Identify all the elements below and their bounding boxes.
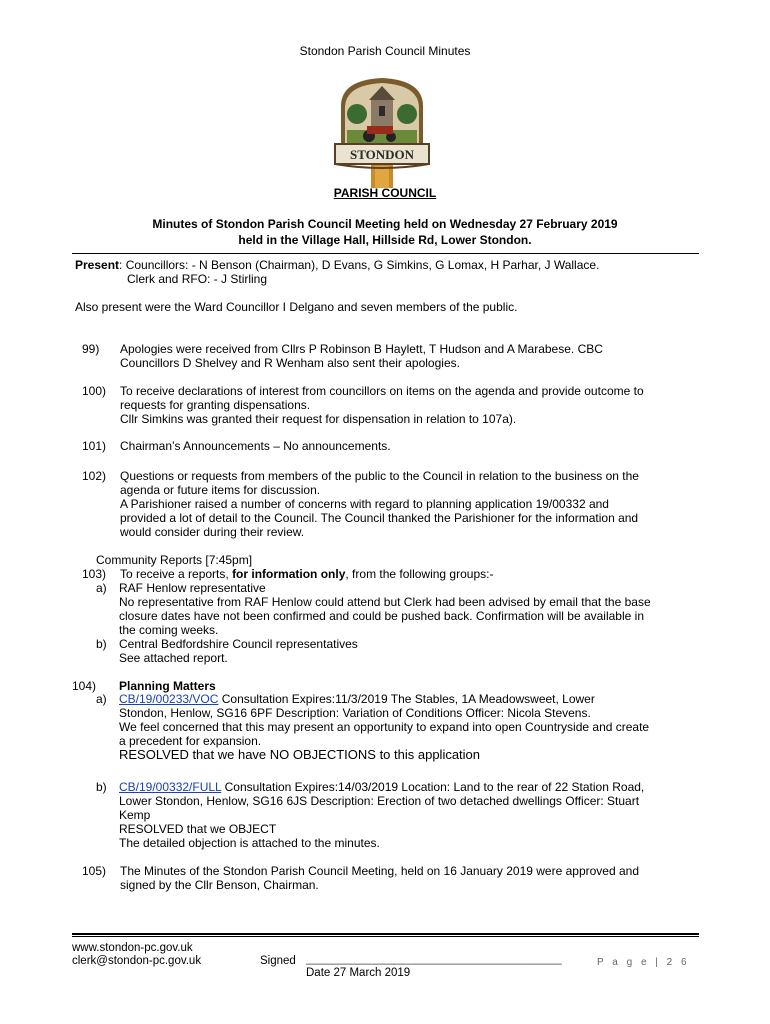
item-body: CB/19/00332/FULL Consultation Expires:14/03/2019 Location: Land to the rear of 22 Station Road, Lower Stondon, Henlow, SG16 6JS Description: Erection of two detached dwellings Officer: Stuart Kemp RESOLVED that we OBJECT The detailed objection is attached to the minutes. — [119, 780, 699, 850]
item-body: To receive declarations of interest from councillors on items on the agenda and provide outcome to requests for granting dispensations. Cllr Simkins was granted their request for dispensation in relation to 107a). — [120, 384, 644, 426]
item-letter: a) — [96, 692, 107, 706]
item-letter: a) — [96, 581, 107, 595]
present-label: Present — [75, 258, 120, 272]
item-number-104: 104) — [72, 679, 97, 693]
minute-item-103b — [96, 637, 706, 667]
parish-logo — [331, 76, 433, 188]
item-body: To receive a reports, for information only, from the following groups:- — [120, 567, 494, 581]
meeting-title-line1: Minutes of Stondon Parish Council Meeting held on Wednesday 27 February 2019 — [152, 217, 618, 231]
item-letter: b) — [96, 637, 107, 651]
footer-divider-thin — [72, 936, 699, 937]
present-section — [75, 258, 715, 286]
title-divider — [72, 253, 699, 254]
minute-item-104b — [96, 780, 706, 852]
minute-item-102 — [82, 469, 702, 541]
minute-item-101 — [82, 439, 702, 455]
minute-item-104a — [96, 692, 706, 768]
minute-item-103a — [96, 581, 706, 639]
footer-divider — [72, 933, 699, 935]
item-body: CB/19/00233/VOC Consultation Expires:11/3/2019 The Stables, 1A Meadowsweet, Lower Stondon, Henlow, SG16 6PF Description: Variation of Conditions Officer: Nicola Stevens. We feel concerned that this may present an opportunity to expand into open Countryside and create a precedent for expansion. RESOLVED that we have NO OBJECTIONS to this application — [119, 692, 699, 762]
signature-line: ________________________________________ — [306, 953, 562, 965]
planning-link-cb-19-00233-voc[interactable]: CB/19/00233/VOC — [119, 692, 219, 706]
logo-graphic — [331, 76, 433, 188]
page-number: P a g e | 2 6 — [597, 957, 690, 968]
item-body: Chairman’s Announcements – No announcements. — [120, 439, 391, 453]
present-councillors: Present: Councillors: - N Benson (Chairman), D Evans, G Simkins, G Lomax, H Parhar, J Wallace. — [75, 258, 600, 272]
item-body: The Minutes of the Stondon Parish Council Meeting, held on 16 January 2019 were approved and signed by the Cllr Benson, Chairman. — [120, 864, 639, 892]
present-clerk: Clerk and RFO: - J Stirling — [127, 272, 268, 286]
also-present: Also present were the Ward Councillor I Delgano and seven members of the public. — [75, 300, 518, 314]
meeting-title — [0, 216, 770, 248]
item-body: Questions or requests from members of the public to the Council in relation to the business on the agenda or future items for discussion. A Parishioner raised a number of concerns with regard to planning application 19/00332 and provided a lot of detail to the Council. The Council thanked the Parishioner for the information and would consider during their review. — [120, 469, 639, 539]
resolution-text: RESOLVED that we OBJECT — [119, 822, 277, 836]
item-number: 102) — [82, 469, 107, 483]
footer-signed-label: Signed — [260, 955, 296, 967]
item-number: 99) — [82, 342, 100, 356]
footer-website: www.stondon-pc.gov.uk — [72, 942, 193, 954]
item-body: Central Bedfordshire Council representatives See attached report. — [119, 637, 358, 665]
page-header-title: Stondon Parish Council Minutes — [299, 44, 471, 58]
item-body: Apologies were received from Cllrs P Robinson B Haylett, T Hudson and A Marabese. CBC Councillors D Shelvey and R Wenham also sent their apologies. — [120, 342, 603, 370]
footer-contact — [72, 942, 201, 968]
footer-date: Date 27 March 2019 — [306, 967, 411, 979]
planning-link-cb-19-00332-full[interactable]: CB/19/00332/FULL — [119, 780, 222, 794]
minute-item-100 — [82, 384, 702, 428]
item-body: RAF Henlow representative No representative from RAF Henlow could attend but Clerk had been advised by email that the base closure dates have not been confirmed and could be pushed back. Confirmation will be available in the coming weeks. — [119, 581, 651, 637]
item-number: 100) — [82, 384, 107, 398]
minute-item-99 — [82, 342, 702, 372]
item-number: 105) — [82, 864, 107, 878]
community-reports-heading: Community Reports [7:45pm] — [96, 553, 253, 567]
item-number: 103) — [82, 567, 107, 581]
minute-item-105 — [82, 864, 702, 894]
item-letter: b) — [96, 780, 107, 794]
meeting-title-line2: held in the Village Hall, Hillside Rd, Lower Stondon. — [238, 233, 532, 247]
council-heading: PARISH COUNCIL — [333, 186, 437, 200]
resolution-text: RESOLVED that we have NO OBJECTIONS to this application — [119, 747, 481, 762]
planning-matters-heading: Planning Matters — [119, 679, 216, 693]
item-number: 101) — [82, 439, 107, 453]
logo-text: STONDON — [349, 147, 415, 162]
footer-email: clerk@stondon-pc.gov.uk — [72, 955, 202, 967]
